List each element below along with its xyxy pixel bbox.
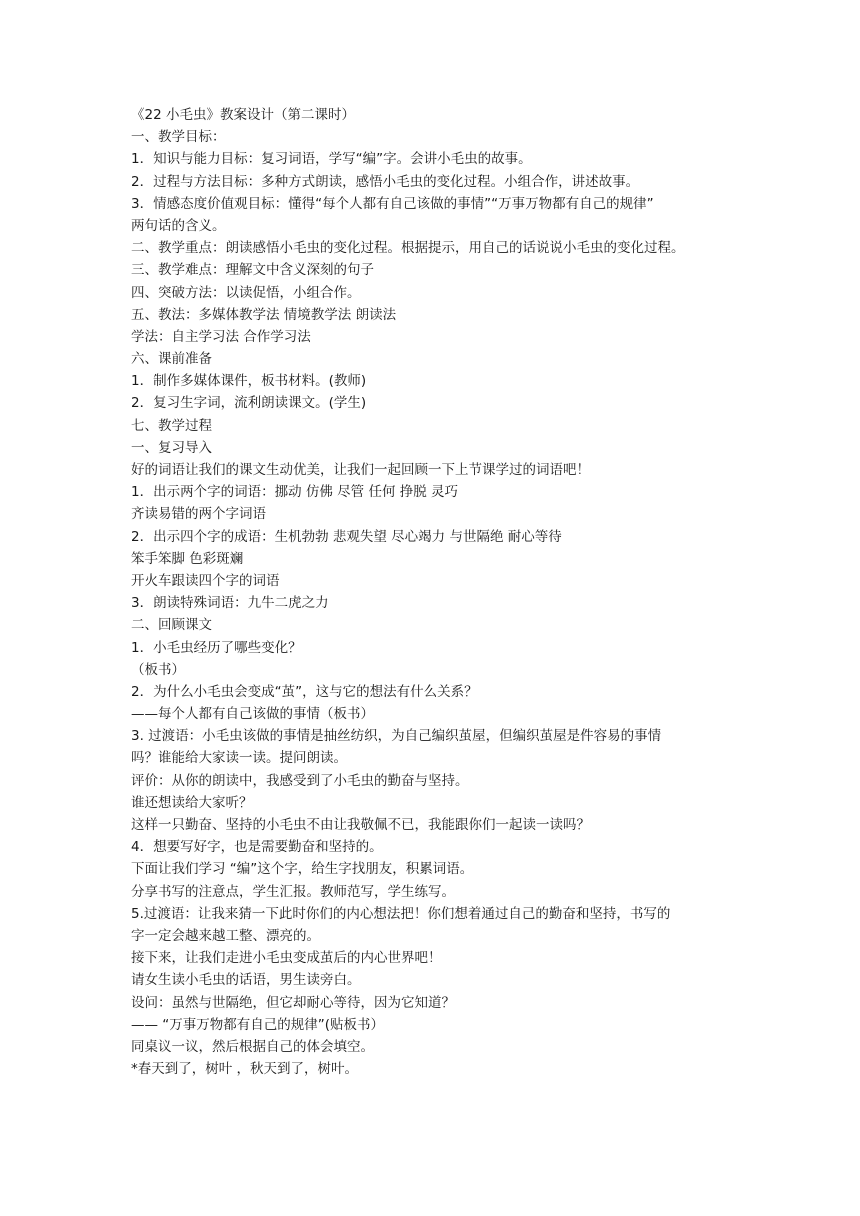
section-heading-process: 七、教学过程 xyxy=(131,417,212,434)
text-line: 设问：虽然与世隔绝，但它却耐心等待，因为它知道？ xyxy=(131,994,455,1011)
text-line: 3. 过渡语：小毛虫该做的事情是抽丝纺织，为自己编织茧屋，但编织茧屋是件容易的事情 xyxy=(131,728,662,745)
text-line: 3．情感态度价值观目标：懂得“每个人都有自己该做的事情”“万事万物都有自己的规律” xyxy=(131,195,654,212)
section-heading-difficulties: 三、教学难点：理解文中含义深刻的句子 xyxy=(131,262,374,279)
section-heading-methods: 四、突破方法：以读促悟，小组合作。 xyxy=(131,284,361,301)
text-line: 下面让我们学习 “编”这个字，给生字找朋友，积累词语。 xyxy=(131,861,474,878)
text-line: 1．小毛虫经历了哪些变化？ xyxy=(131,639,302,656)
text-line: ——每个人都有自己该做的事情（板书） xyxy=(131,706,374,723)
text-line: 2．复习生字词，流利朗读课文。(学生) xyxy=(131,395,367,412)
text-line: 这样一只勤奋、坚持的小毛虫不由让我敬佩不已，我能跟你们一起读一读吗？ xyxy=(131,817,590,833)
text-line: 5.过渡语：让我来猜一下此时你们的内心想法把！你们想着通过自己的勤奋和坚持，书写的 xyxy=(131,905,671,922)
text-line: 4．想要写好字，也是需要勤奋和坚持的。 xyxy=(131,839,383,856)
document-body xyxy=(131,104,733,1080)
text-line: 开火车跟读四个字的词语 xyxy=(131,572,280,589)
text-line: 分享书写的注意点，学生汇报。教师范写，学生练写。 xyxy=(131,883,455,900)
text-line: 请女生读小毛虫的话语，男生读旁白。 xyxy=(131,972,361,989)
text-line: 2．为什么小毛虫会变成“茧”，这与它的想法有什么关系？ xyxy=(131,683,478,700)
text-line: —— “万事万物都有自己的规律”(贴板书） xyxy=(131,1016,385,1033)
text-line: 字一定会越来越工整、漂亮的。 xyxy=(131,927,320,944)
document-title: 《22 小毛虫》教案设计（第二课时） xyxy=(131,107,355,123)
text-line: 吗？谁能给大家读一读。提问朗读。 xyxy=(131,750,347,767)
section-heading-key-points: 二、教学重点：朗读感悟小毛虫的变化过程。根据提示，用自己的话说说小毛虫的变化过程。 xyxy=(131,240,685,257)
text-line: 1．知识与能力目标：复习词语，学写“编”字。会讲小毛虫的故事。 xyxy=(131,151,532,168)
section-heading-objectives: 一、教学目标： xyxy=(131,129,226,146)
text-line: *春天到了，树叶 ，秋天到了，树叶。 xyxy=(131,1061,359,1078)
text-line: 笨手笨脚 色彩斑斓 xyxy=(131,550,244,567)
text-line: 接下来，让我们走进小毛虫变成茧后的内心世界吧！ xyxy=(131,950,442,967)
text-line: （板书） xyxy=(131,661,185,678)
text-line: 2．过程与方法目标：多种方式朗读，感悟小毛虫的变化过程。小组合作，讲述故事。 xyxy=(131,173,640,190)
text-line: 同桌议一议，然后根据自己的体会填空。 xyxy=(131,1038,374,1055)
text-line: 1．制作多媒体课件，板书材料。(教师) xyxy=(131,373,367,390)
text-line: 评价：从你的朗读中，我感受到了小毛虫的勤奋与坚持。 xyxy=(131,772,469,789)
text-line: 1．出示两个字的词语：挪动 仿佛 尽管 任何 挣脱 灵巧 xyxy=(131,484,459,501)
text-line: 好的词语让我们的课文生动优美，让我们一起回顾一下上节课学过的词语吧！ xyxy=(131,462,590,478)
section-heading-teaching-methods: 五、教法：多媒体教学法 情境教学法 朗读法 xyxy=(131,306,397,323)
subsection-heading-recall: 二、回顾课文 xyxy=(131,617,212,634)
text-line: 齐读易错的两个字词语 xyxy=(131,506,266,523)
text-line: 3．朗读特殊词语：九牛二虎之力 xyxy=(131,595,329,612)
text-line: 两句话的含义。 xyxy=(131,217,226,234)
text-line: 2．出示四个字的成语：生机勃勃 悲观失望 尽心竭力 与世隔绝 耐心等待 xyxy=(131,528,562,545)
subsection-heading-review: 一、复习导入 xyxy=(131,439,212,456)
text-line: 谁还想读给大家听？ xyxy=(131,794,253,811)
text-line: 学法：自主学习法 合作学习法 xyxy=(131,328,311,345)
section-heading-preparation: 六、课前准备 xyxy=(131,351,212,368)
